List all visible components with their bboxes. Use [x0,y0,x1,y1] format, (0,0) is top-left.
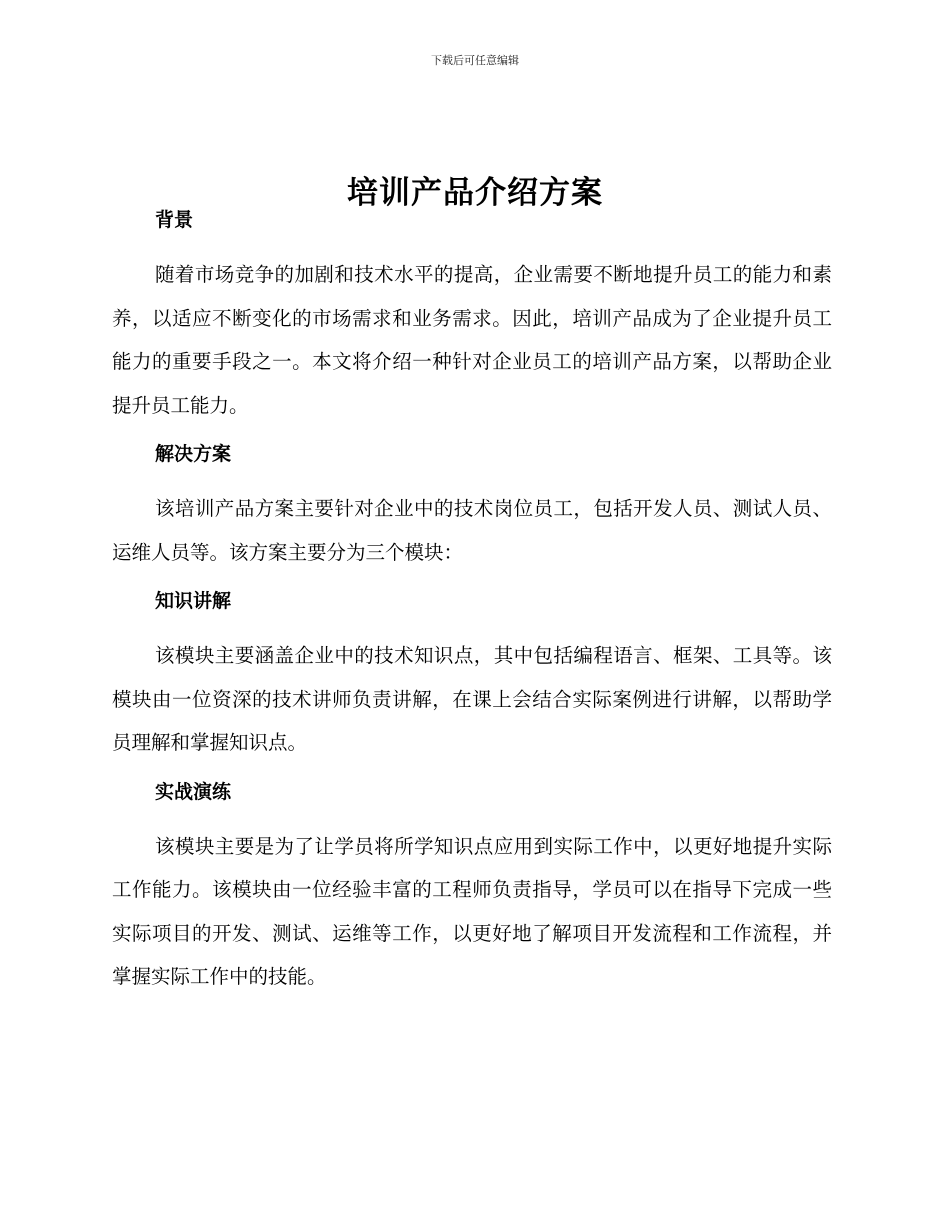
document-body [112,203,832,999]
header-note: 下载后可任意编辑 [431,54,519,67]
section-paragraph-practice: 该模块主要是为了让学员将所学知识点应用到实际工作中，以更好地提升实际工作能力。该模块由一位经验丰富的工程师负责指导，学员可以在指导下完成一些实际项目的开发、测试、运维等工作，以更好地了解项目开发流程和工作流程，并掌握实际工作中的技能。 [112,834,832,988]
document-title: 培训产品介绍方案 [347,174,603,211]
section-paragraph-solution: 该培训产品方案主要针对企业中的技术岗位员工，包括开发人员、测试人员、运维人员等。该方案主要分为三个模块： [112,497,832,564]
section-paragraph-background: 随着市场竞争的加剧和技术水平的提高，企业需要不断地提升员工的能力和素养，以适应不断变化的市场需求和业务需求。因此，培训产品成为了企业提升员工能力的重要手段之一。本文将介绍一种针对企业员工的培训产品方案，以帮助企业提升员工能力。 [112,263,832,417]
section-heading-solution: 解决方案 [155,443,232,465]
section-heading-practice: 实战演练 [155,780,232,803]
section-heading-knowledge: 知识讲解 [155,590,232,612]
section-paragraph-knowledge: 该模块主要涵盖企业中的技术知识点，其中包括编程语言、框架、工具等。该模块由一位资深的技术讲师负责讲解，在课上会结合实际案例进行讲解，以帮助学员理解和掌握知识点。 [112,644,832,754]
section-heading-background: 背景 [155,209,194,231]
